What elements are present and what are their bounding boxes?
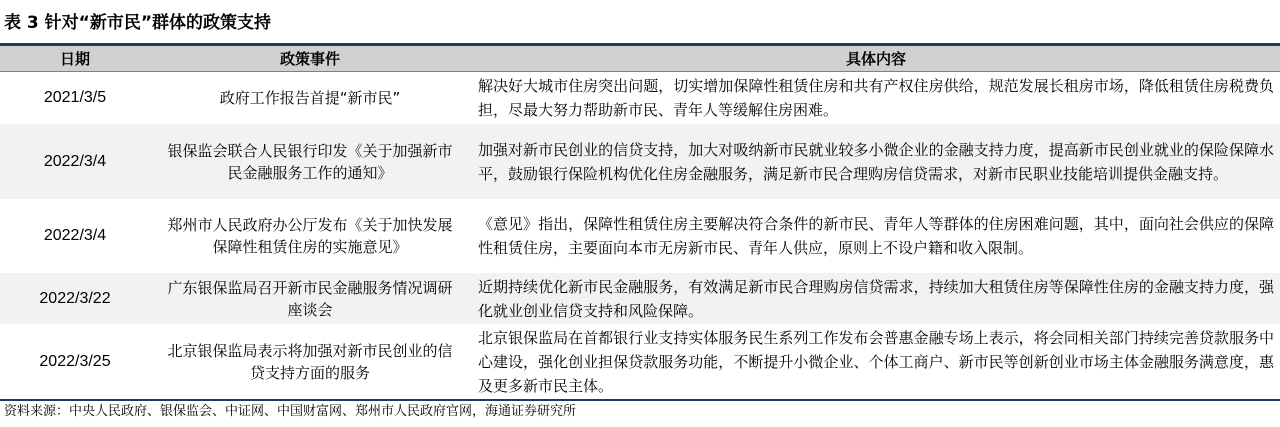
row-date: 2022/3/4 bbox=[43, 227, 107, 244]
row-date: 2021/3/5 bbox=[43, 88, 107, 106]
header-content: 具体内容 bbox=[845, 49, 906, 68]
table-row bbox=[0, 325, 1280, 401]
header-date: 日期 bbox=[59, 50, 90, 68]
row-event: 银保监会联合人民银行印发《关于加强新市民金融服务工作的通知》 bbox=[167, 141, 453, 182]
row-event: 政府工作报告首提“新市民” bbox=[219, 88, 401, 107]
policy-table bbox=[0, 43, 1280, 401]
source-note: 资料来源：中央人民政府、银保监会、中证网、中国财富网、郑州市人民政府官网，海通证券研究所 bbox=[4, 404, 577, 419]
row-content: 《意见》指出，保障性租赁住房主要解决符合条件的新市民、青年人等群体的住房困难问题，其中，面向社会供应的保障性租赁住房，主要面向本市无房新市民、青年人供应，原则上不设户籍和收入限制。 bbox=[478, 215, 1274, 257]
row-content: 加强对新市民创业的信贷支持，加大对吸纳新市民就业较多小微企业的金融支持力度，提高新市民创业就业的保险保障水平，鼓励银行保险机构优化住房金融服务，满足新市民合理购房信贷需求，对新市民职业技能培训提供金融支持。 bbox=[478, 140, 1274, 183]
table-row bbox=[0, 72, 1280, 124]
table-header-row bbox=[0, 46, 1280, 72]
row-content: 北京银保监局在首都银行业支持实体服务民生系列工作发布会普惠金融专场上表示，将会同相关部门持续完善贷款服务中心建设，强化创业担保贷款服务功能，不断提升小微企业、个体工商户、新市民等创新创业市场主体金融服务满意度，惠及更多新市民主体。 bbox=[478, 329, 1274, 395]
row-content: 近期持续优化新市民金融服务，有效满足新市民合理购房信贷需求，持续加大租赁住房等保障性住房的金融支持力度，强化就业创业信贷支持和风险保障。 bbox=[478, 277, 1274, 320]
row-event: 北京银保监局表示将加强对新市民创业的信贷支持方面的服务 bbox=[167, 342, 453, 382]
table-row bbox=[0, 124, 1280, 200]
row-event: 郑州市人民政府办公厅发布《关于加快发展保障性租赁住房的实施意见》 bbox=[167, 216, 453, 256]
table-title: 表 3 针对“新市民”群体的政策支持 bbox=[4, 13, 272, 33]
row-date: 2022/3/4 bbox=[43, 152, 107, 170]
header-event: 政策事件 bbox=[279, 49, 340, 68]
table-row bbox=[0, 273, 1280, 325]
row-date: 2022/3/25 bbox=[39, 353, 111, 370]
row-event: 广东银保监局召开新市民金融服务情况调研座谈会 bbox=[167, 278, 453, 319]
row-date: 2022/3/22 bbox=[39, 289, 111, 307]
table-row bbox=[0, 200, 1280, 273]
row-content: 解决好大城市住房突出问题，切实增加保障性租赁住房和共有产权住房供给，规范发展长租房市场，降低租赁住房税费负担，尽最大努力帮助新市民、青年人等缓解住房困难。 bbox=[478, 76, 1274, 119]
